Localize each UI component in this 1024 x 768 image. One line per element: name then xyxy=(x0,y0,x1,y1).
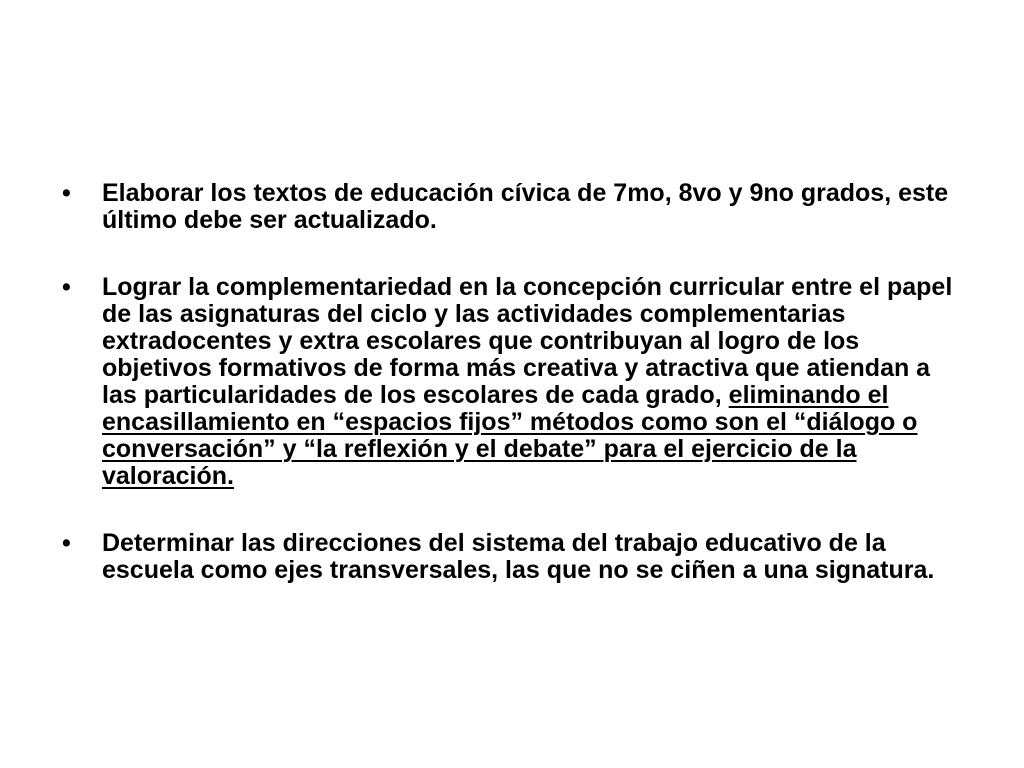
bullet-item-1 xyxy=(62,180,962,234)
bullet-text-3: Determinar las direcciones del sistema del trabajo educativo de la escuela como ejes transversales, las que no se ciñen a una signatura. xyxy=(102,529,935,584)
bullet-item-2 xyxy=(62,274,962,490)
slide-content xyxy=(62,180,962,584)
bullet-text-2-plain: Lograr la complementariedad en la concepción curricular entre el papel de las asignaturas del ciclo y las actividades complementarias extradocentes y extra escolares que contribuyan al logro de los objetivos formativos de forma más creativa y atractiva que atiendan a las particularidades de los escolares de cada grado, xyxy=(102,273,953,409)
bullet-icon: • xyxy=(62,179,71,207)
bullet-text-2-underlined: eliminando el encasillamiento en “espacios fijos” métodos como son el “diálogo o conversación” y “la reflexión y el debate” para el ejercicio de la valoración. xyxy=(102,381,918,490)
bullet-text-1: Elaborar los textos de educación cívica de 7mo, 8vo y 9no grados, este último debe ser actualizado. xyxy=(102,179,949,234)
bullet-icon: • xyxy=(62,273,71,301)
bullet-item-3 xyxy=(62,530,962,584)
bullet-icon: • xyxy=(62,529,71,557)
bullet-text-2 xyxy=(102,274,962,490)
bullet-list xyxy=(62,180,962,584)
